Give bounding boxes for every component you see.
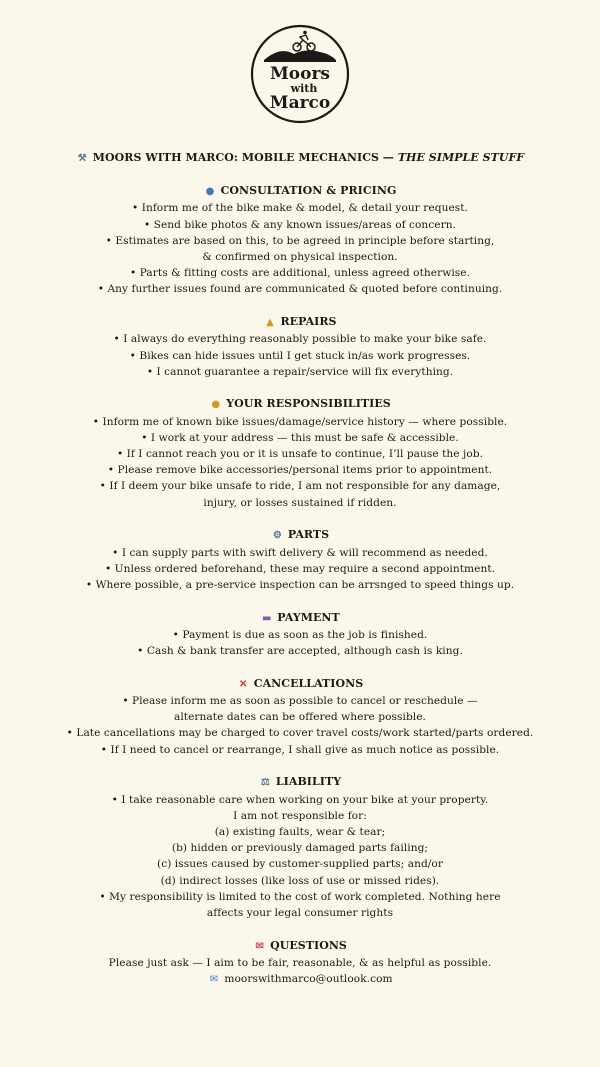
section-line: • Cash & bank transfer are accepted, although cash is king. [137, 645, 463, 658]
section-line: • Parts & fitting costs are additional, unless agreed otherwise. [130, 267, 470, 280]
section-heading-text: LIABILITY [275, 775, 342, 789]
section-line: Please just ask — I aim to be fair, reasonable, & as helpful as possible. [108, 956, 492, 969]
section-line: alternate dates can be offered where possible. [174, 711, 426, 724]
contact-email-line [0, 971, 600, 988]
document-title-emphasis: THE SIMPLE STUFF [397, 151, 525, 164]
section-line: • I always do everything reasonably possible to make your bike safe. [113, 333, 487, 346]
mechanic-icon: ● [211, 399, 221, 411]
section-line: • I take reasonable care when working on your bike at your property. [111, 793, 489, 806]
section-heading [0, 938, 600, 955]
section-line: • Please remove bike accessories/personal items prior to appointment. [107, 464, 493, 477]
cyclist-on-hills-logo [250, 24, 350, 124]
section-line: injury, or losses sustained if ridden. [203, 496, 397, 509]
section-heading [0, 396, 600, 413]
section-line: • Payment is due as soon as the job is finished. [172, 628, 428, 641]
section-line: • I can supply parts with swift delivery & will recommend as needed. [112, 546, 488, 559]
section-line: • If I deem your bike unsafe to ride, I am not responsible for any damage, [99, 480, 501, 493]
section-heading-text: PAYMENT [277, 610, 340, 624]
section-liability [0, 774, 600, 921]
section-heading [0, 183, 600, 200]
section-line: • I work at your address — this must be safe & accessible. [141, 431, 459, 444]
gear-icon: ⚙ [272, 530, 282, 542]
banknote-icon: ▬ [262, 612, 272, 624]
speech-bubble-icon: ● [205, 186, 215, 198]
section-line: (c) issues caused by customer-supplied parts; and/or [157, 858, 443, 871]
warning-icon: ▲ [266, 317, 274, 329]
section-line: (a) existing faults, wear & tear; [214, 825, 386, 838]
section-cancellations [0, 676, 600, 758]
scales-icon: ⚖ [260, 777, 270, 789]
section-line: • I cannot guarantee a repair/service will fix everything. [146, 365, 454, 378]
contact-email[interactable]: moorswithmarco@outlook.com [224, 973, 393, 986]
section-heading-text: QUESTIONS [270, 938, 347, 952]
section-repairs [0, 314, 600, 380]
section-line: • Unless ordered beforehand, these may require a second appointment. [104, 562, 496, 575]
section-line: (b) hidden or previously damaged parts failing; [171, 842, 429, 855]
cross-mark-icon: ✕ [239, 678, 248, 690]
section-heading [0, 676, 600, 693]
section-line: • Inform me of the bike make & model, & detail your request. [132, 202, 468, 215]
section-line: (d) indirect losses (like loss of use or missed rides). [160, 874, 440, 887]
section-heading-text: REPAIRS [280, 315, 337, 329]
section-questions [0, 938, 600, 989]
section-line: • If I need to cancel or rearrange, I shall give as much notice as possible. [100, 743, 500, 756]
love-letter-icon: ✉ [255, 940, 264, 952]
logo-word-2: with [290, 82, 318, 95]
section-line: • Bikes can hide issues until I get stuck in/as work progresses. [129, 349, 471, 362]
section-line: & confirmed on physical inspection. [202, 251, 398, 264]
section-heading-text: PARTS [287, 528, 330, 542]
email-icon: ✉ [209, 974, 219, 986]
section-line: • Estimates are based on this, to be agreed in principle before starting, [105, 234, 495, 247]
section-line: • My responsibility is limited to the cost of work completed. Nothing here [99, 890, 501, 903]
section-heading [0, 527, 600, 544]
document-title [0, 150, 600, 167]
section-line: • Inform me of known bike issues/damage/service history — where possible. [92, 415, 508, 428]
section-line: affects your legal consumer rights [206, 906, 394, 919]
section-parts [0, 527, 600, 593]
section-heading-text: CONSULTATION & PRICING [220, 184, 397, 198]
wrench-hammer-icon: ⚒ [77, 153, 87, 164]
logo-word-1: Moors [269, 64, 331, 84]
section-line: • Where possible, a pre-service inspection can be arrsnged to speed things up. [85, 578, 515, 591]
section-line: • Please inform me as soon as possible to cancel or reschedule — [122, 694, 478, 707]
section-line: • Send bike photos & any known issues/areas of concern. [143, 218, 457, 231]
section-heading [0, 610, 600, 627]
section-heading-text: CANCELLATIONS [253, 676, 364, 690]
section-line: I am not responsible for: [233, 809, 367, 822]
section-line: • Late cancellations may be charged to cover travel costs/work started/parts ordered. [66, 727, 534, 740]
section-heading [0, 774, 600, 791]
section-heading-text: YOUR RESPONSIBILITIES [226, 397, 391, 411]
section-heading [0, 314, 600, 331]
logo-word-3: Marco [269, 93, 331, 113]
section-line: • Any further issues found are communicated & quoted before continuing. [97, 283, 503, 296]
section-line: • If I cannot reach you or it is unsafe to continue, I’ll pause the job. [116, 448, 484, 461]
section-responsibilities [0, 396, 600, 510]
section-consultation [0, 183, 600, 297]
terms-content [0, 150, 600, 1005]
document-title-text: MOORS WITH MARCO: MOBILE MECHANICS — [92, 151, 398, 164]
section-payment [0, 610, 600, 660]
